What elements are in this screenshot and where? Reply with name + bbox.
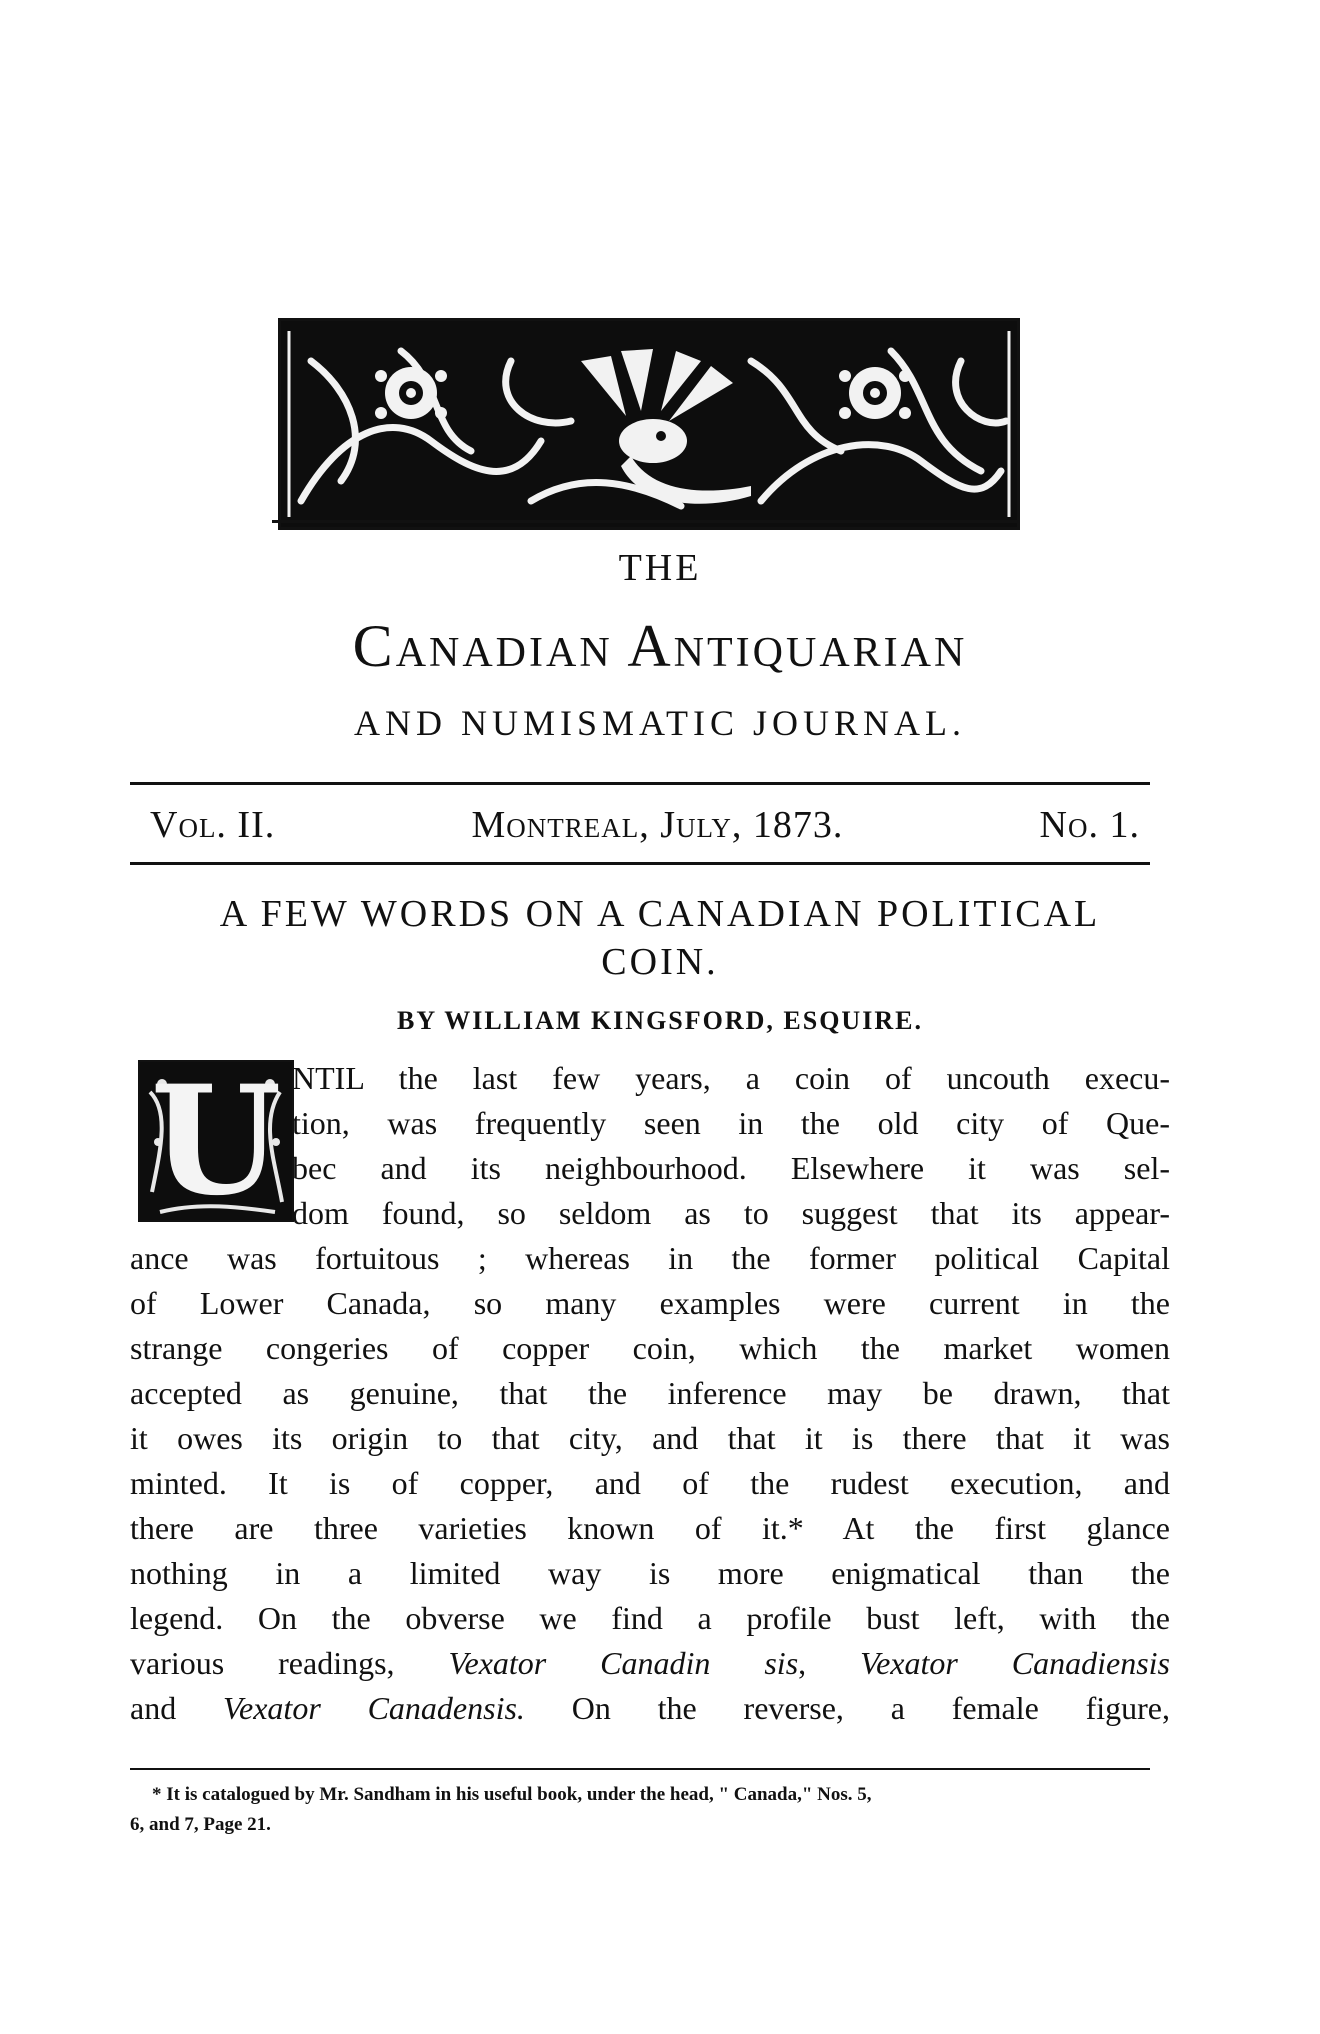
footnote-rule: [130, 1768, 1150, 1770]
reading-2: Vexator Canadiensis: [860, 1645, 1170, 1681]
body-line: of Lower Canada, so many examples were current in the: [130, 1285, 1170, 1321]
body-line: it owes its origin to that city, and that it is there that it was: [130, 1420, 1170, 1456]
journal-article-the: THE: [618, 547, 702, 589]
body-line: ance was fortuitous ; whereas in the former political Capital: [130, 1240, 1170, 1276]
line15-prefix: and: [130, 1690, 224, 1726]
masthead-top-rule: [130, 782, 1150, 785]
line15-suffix: On the reverse, a female figure,: [524, 1690, 1171, 1726]
reading-1: Vexator Canadin sis: [448, 1645, 799, 1681]
body-line: tion, was frequently seen in the old city of Que-: [292, 1105, 1170, 1141]
body-line: legend. On the obverse we find a profile bust left, with the: [130, 1600, 1170, 1636]
initial-letter: U: [150, 1053, 282, 1229]
body-line: minted. It is of copper, and of the rudest execution, and: [130, 1465, 1170, 1501]
floral-bird-ornament: [281, 321, 1017, 527]
body-line: strange congeries of copper coin, which the market women: [130, 1330, 1170, 1366]
article-title-line-2: COIN.: [601, 941, 719, 983]
body-line: there are three varieties known of it.* At the first glance: [130, 1510, 1170, 1546]
readings-prefix: various readings,: [130, 1645, 449, 1681]
article-byline: BY WILLIAM KINGSFORD, ESQUIRE.: [397, 1006, 923, 1035]
body-line: nothing in a limited way is more enigmatical than the: [130, 1555, 1170, 1591]
headpiece-base-rule: [272, 520, 1020, 523]
volume-label: Vol. II.: [150, 804, 276, 846]
body-line: accepted as genuine, that the inference may be drawn, that: [130, 1375, 1170, 1411]
ornamental-headpiece: [278, 318, 1020, 530]
footnote-line-2: 6, and 7, Page 21.: [130, 1814, 271, 1835]
masthead: [150, 800, 1140, 850]
article-title: [118, 890, 1202, 986]
body-line-readings: [130, 1641, 1170, 1686]
journal-subtitle: AND NUMISMATIC JOURNAL.: [353, 703, 967, 743]
reading-3: Vexator Canadensis.: [223, 1690, 525, 1726]
body-line: dom found, so seldom as to suggest that its appear-: [292, 1195, 1170, 1231]
readings-separator: ,: [798, 1645, 861, 1681]
issue-number: No. 1.: [1039, 804, 1140, 846]
body-line: NTIL the last few years, a coin of uncouth execu-: [292, 1060, 1170, 1096]
place-date: Montreal, July, 1873.: [471, 804, 844, 846]
body-line-reverse: [130, 1686, 1170, 1731]
journal-title: Canadian Antiquarian: [352, 613, 968, 679]
article-body: [130, 1053, 1171, 1731]
footnote: [130, 1780, 1170, 1840]
body-line: bec and its neighbourhood. Elsewhere it was sel-: [292, 1150, 1170, 1186]
masthead-bottom-rule: [130, 862, 1150, 865]
article-title-line-1: A FEW WORDS ON A CANADIAN POLITICAL: [219, 893, 1101, 935]
footnote-line-1: * It is catalogued by Mr. Sandham in his useful book, under the head, " Canada," Nos. 5,: [152, 1784, 872, 1805]
